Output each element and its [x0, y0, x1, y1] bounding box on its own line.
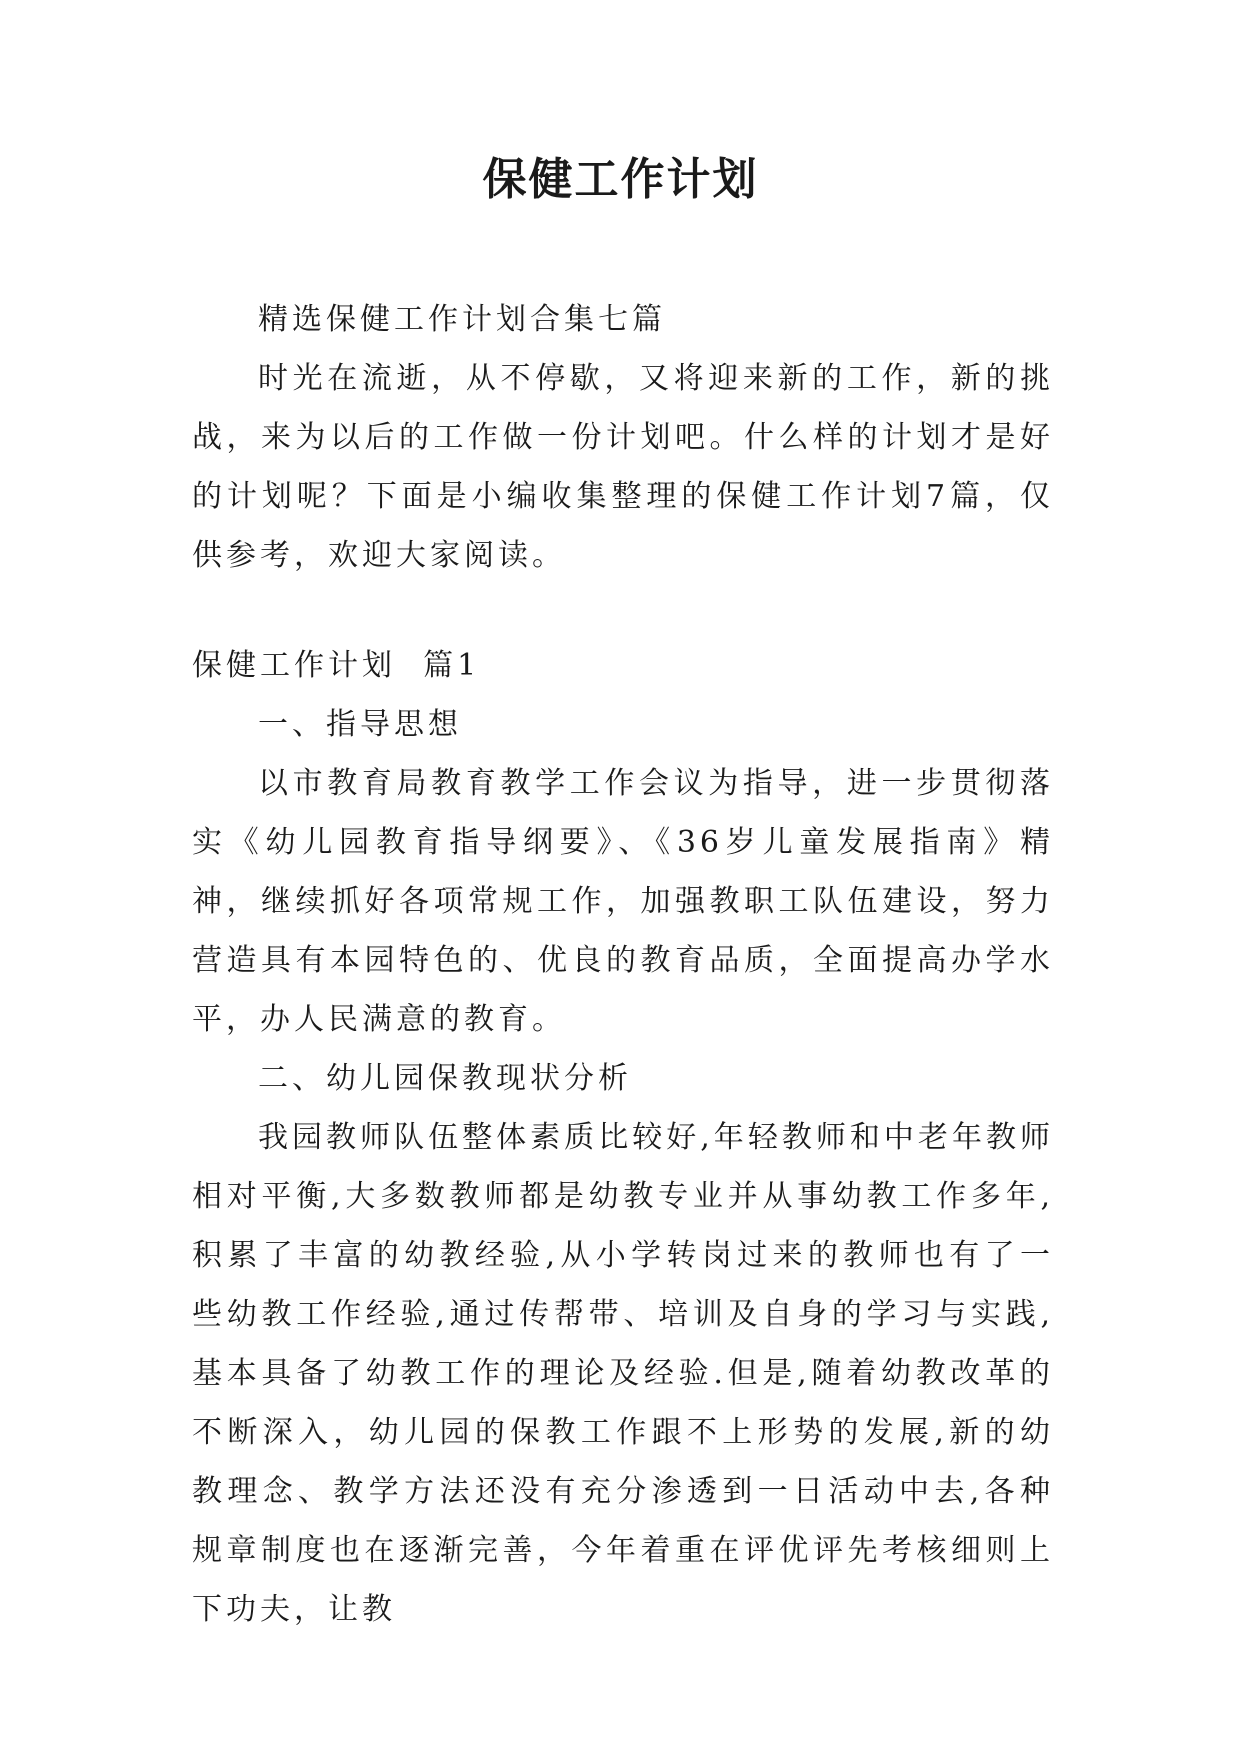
intro-paragraph: 时光在流逝，从不停歇，又将迎来新的工作，新的挑战，来为以后的工作做一份计划吧。什么样的计划才是好的计划呢？下面是小编收集整理的保健工作计划7篇，仅供参考，欢迎大家阅读。 [192, 361, 1054, 573]
paragraph-status-analysis: 我园教师队伍整体素质比较好,年轻教师和中老年教师相对平衡,大多数教师都是幼教专业并从事幼教工作多年,积累了丰富的幼教经验,从小学转岗过来的教师也有了一些幼教工作经验,通过传帮带、培训及自身的学习与实践,基本具备了幼教工作的理论及经验.但是,随着幼教改革的不断深入，幼儿园的保教工作跟不上形势的发展,新的幼教理念、教学方法还没有充分渗透到一日活动中去,各种规章制度也在逐渐完善，今年着重在评优评先考核细则上下功夫，让教 [192, 1120, 1054, 1627]
heading-guiding-ideology: 一、指导思想 [258, 707, 462, 742]
document-body [192, 290, 1054, 1639]
paragraph-guiding-ideology: 以市教育局教育教学工作会议为指导，进一步贯彻落实《幼儿园教育指导纲要》、《36岁儿童发展指南》精神，继续抓好各项常规工作，加强教职工队伍建设，努力营造具有本园特色的、优良的教育品质，全面提高办学水平，办人民满意的教育。 [192, 766, 1054, 1037]
document-subtitle: 精选保健工作计划合集七篇 [258, 302, 666, 337]
section-heading: 保健工作计划 篇1 [192, 648, 481, 683]
heading-status-analysis: 二、幼儿园保教现状分析 [258, 1061, 632, 1096]
document-title: 保健工作计划 [482, 154, 759, 205]
